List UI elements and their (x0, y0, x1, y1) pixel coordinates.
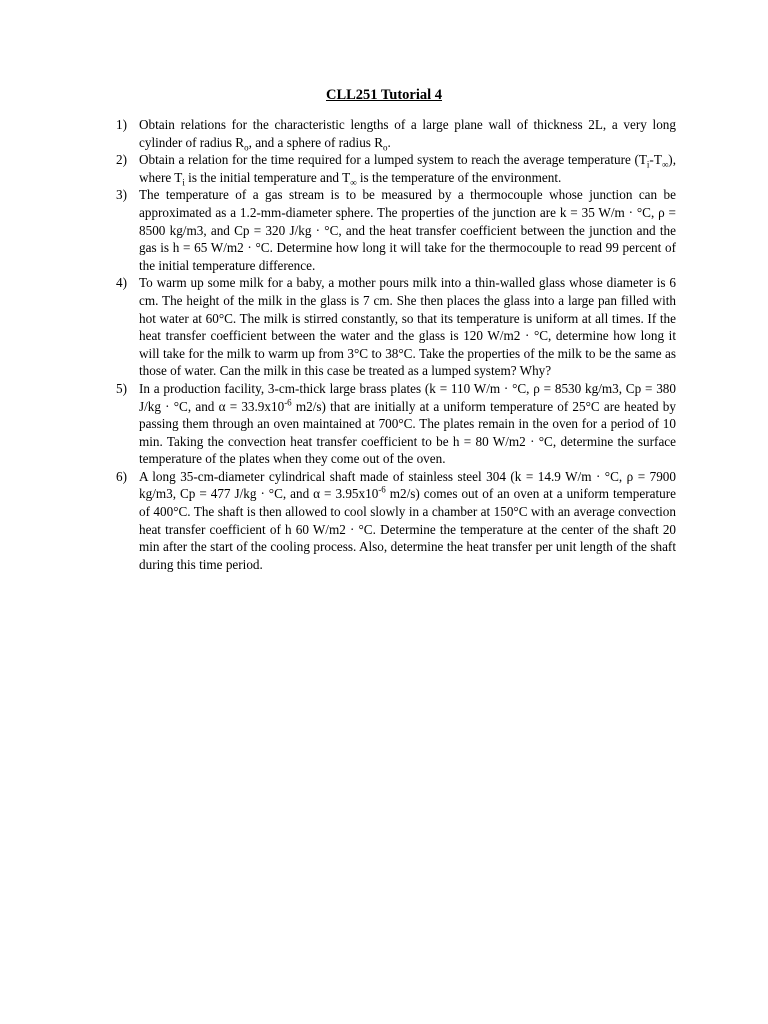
question-number: 4) (116, 275, 127, 291)
text-segment: -T (649, 152, 662, 168)
text-segment: Obtain relations for the characteristic lengths of a large plane wall of thickness 2L, a very long cylinder of radius R (139, 117, 676, 150)
subscript: o (244, 142, 249, 153)
question-text (139, 152, 676, 188)
subscript: i (182, 177, 185, 188)
text-segment: is the initial temperature and T (184, 169, 351, 185)
question-number: 1) (116, 117, 127, 132)
text-segment: To warm up some milk for a baby, a mother pours milk into a thin-walled glass whose diameter is 6 cm. The height of the milk in the glass is 7 cm. She then places the glass into a large pan filled with hot water at 60°C. The milk is stirred constantly, so that its temperature is uniform at all times. If the heat transfer coefficient between the water and the glass is 120 W/m2 · °C, determine how long it will take for the milk to warm up from 3°C to 38°C. Take the properties of the milk to be the same as those of water. Can the milk in this case be treated as a lumped system? Why? (139, 275, 676, 379)
question-text (139, 381, 676, 466)
text-segment: . (387, 134, 391, 150)
text-segment: The temperature of a gas stream is to be measured by a thermocouple whose junction can be approximated as a 1.2-mm-diameter sphere. The properties of the junction are k = 35 W/m · °C, ρ = 8500 kg/m3, and Cp = 320 J/kg · °C, and the heat transfer coefficient between the junction and the gas is h = 65 W/m2 · °C. Determine how long it will take for the thermocouple to read 99 percent of the initial temperature difference. (139, 187, 676, 273)
question-text (139, 187, 676, 272)
superscript: -6 (378, 485, 386, 496)
question-item (116, 151, 676, 186)
text-segment: In a production facility, 3-cm-thick large brass plates (k = 110 W/m · °C, ρ = 8530 kg/m3, Cp = 380 J/kg · °C, and α = 33.9x10 (139, 380, 676, 414)
question-text (139, 275, 676, 378)
question-number: 6) (116, 468, 127, 484)
question-number: 3) (116, 187, 127, 203)
question-text (139, 117, 676, 153)
question-item (116, 274, 676, 380)
subscript: ∞ (350, 177, 357, 188)
text-segment: , and a sphere of radius R (248, 134, 384, 150)
question-item (116, 468, 676, 574)
question-item (116, 186, 676, 274)
question-number: 5) (116, 380, 127, 396)
question-item (116, 116, 676, 151)
subscript: i (646, 159, 650, 170)
question-number: 2) (116, 152, 127, 168)
subscript: o (383, 142, 388, 153)
text-segment: m2/s) that are initially at a uniform temperature of 25°C are heated by passing them through an oven maintained at 700°C. The plates remain in the oven for a period of 10 min. Taking the convection heat transfer coefficient to be h = 80 W/m2 · °C, determine the surface temperature of the plates when they come out of the oven. (139, 398, 676, 467)
text-segment: m2/s) comes out of an oven at a uniform temperature of 400°C. The shaft is then allowed to cool slowly in a chamber at 150°C with an average convection heat transfer coefficient of h 60 W/m2 · °C. Determine the temperature at the center of the shaft 20 min after the start of the cooling process. Also, determine the heat transfer per unit length of the shaft during this time period. (139, 486, 676, 572)
question-item (116, 380, 676, 468)
text-segment: A long 35-cm-diameter cylindrical shaft made of stainless steel 304 (k = 14.9 W/m · °C, ρ = 7900 kg/m3, Cp = 477 J/kg · °C, and α = 3.95x10 (139, 468, 676, 502)
question-text (139, 469, 676, 572)
question-list (116, 116, 676, 573)
superscript: -6 (284, 397, 292, 408)
subscript: ∞ (661, 159, 669, 170)
text-segment: Obtain a relation for the time required for a lumped system to reach the average temperature (T (139, 152, 647, 168)
page-title: CLL251 Tutorial 4 (325, 87, 443, 103)
text-segment: ), where T (139, 152, 676, 185)
text-segment: is the temperature of the environment. (356, 169, 562, 185)
